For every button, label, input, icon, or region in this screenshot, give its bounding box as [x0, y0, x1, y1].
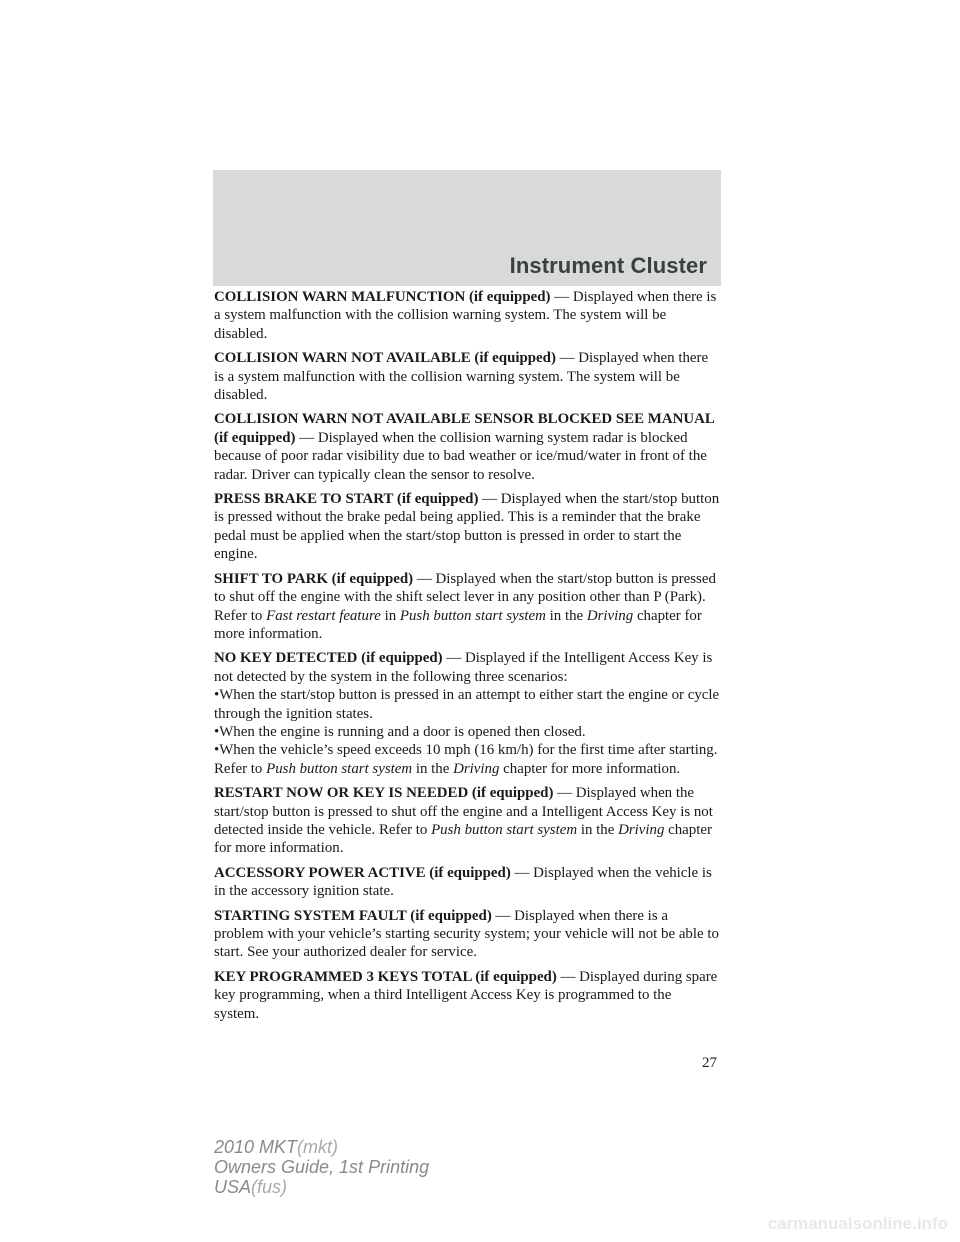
message-press-brake-to-start: PRESS BRAKE TO START (if equipped) — Displayed when the start/stop button is pressed without the brake pedal being applied. This is a reminder that the brake pedal must be applied when the start/stop button is pressed in order to start the engine.: [214, 491, 720, 563]
message-no-key-detected: NO KEY DETECTED (if equipped) — Displayed if the Intelligent Access Key is not detected by the system in the following three scenarios: •When the start/stop button is pressed in an attempt to either start the engine or cycle through the ignition states. •When the engine is running and a door is opened then closed. •When the vehicle’s speed exceeds 10 mph (16 km/h) for the first time after starting. Refer to Push button start system in the Driving chapter for more information.: [214, 650, 720, 777]
message-restart-now-or-key-needed: RESTART NOW OR KEY IS NEEDED (if equipped) — Displayed when the start/stop button is pressed to shut off the engine and a Intelligent Access Key is not detected inside the vehicle. Refer to Push button start system in the Driving chapter for more information.: [214, 785, 713, 857]
page-content: [214, 288, 720, 1029]
message-key-programmed-3-keys: KEY PROGRAMMED 3 KEYS TOTAL (if equipped) — Displayed during spare key programming, when a third Intelligent Access Key is programmed to the system.: [214, 968, 718, 1022]
watermark: carmanualsonline.info: [767, 1214, 948, 1233]
section-title: Instrument Cluster: [509, 253, 707, 278]
message-collision-warn-malfunction: COLLISION WARN MALFUNCTION (if equipped) — Displayed when there is a system malfunction with the collision warning system. The system will be disabled.: [214, 289, 717, 342]
message-collision-warn-not-available: COLLISION WARN NOT AVAILABLE (if equipped) — Displayed when there is a system malfunction with the collision warning system. The system will be disabled.: [214, 350, 709, 404]
message-starting-system-fault: STARTING SYSTEM FAULT (if equipped) — Displayed when there is a problem with your vehicle’s starting security system; your vehicle will not be able to start. See your authorized dealer for service.: [214, 907, 719, 961]
list-item: •When the vehicle’s speed exceeds 10 mph (16 km/h) for the first time after starting. Refer to Push button start system in the Driving chapter for more information.: [214, 742, 718, 777]
list-item: •When the start/stop button is pressed in an attempt to either start the engine or cycle through the ignition states.: [214, 687, 720, 722]
message-shift-to-park: SHIFT TO PARK (if equipped) — Displayed when the start/stop button is pressed to shut off the engine with the shift select lever in any position other than P (Park). Refer to Fast restart feature in Push button start system in the Driving chapter for more information.: [214, 570, 716, 642]
message-accessory-power-active: ACCESSORY POWER ACTIVE (if equipped) — Displayed when the vehicle is in the accessory ignition state.: [214, 864, 712, 900]
list-item: •When the engine is running and a door is opened then closed.: [214, 723, 586, 740]
page-number: 27: [702, 1055, 717, 1071]
section-header: [213, 170, 721, 286]
footer-print-info: 2010 MKT(mkt) Owners Guide, 1st Printing USA(fus): [214, 1137, 430, 1197]
message-collision-warn-sensor-blocked: COLLISION WARN NOT AVAILABLE SENSOR BLOCKED SEE MANUAL (if equipped) — Displayed when the collision warning system radar is blocked because of poor radar visibility due to bad weather or ice/mud/water in front of the radar. Driver can typically clean the sensor to resolve.: [214, 411, 714, 483]
